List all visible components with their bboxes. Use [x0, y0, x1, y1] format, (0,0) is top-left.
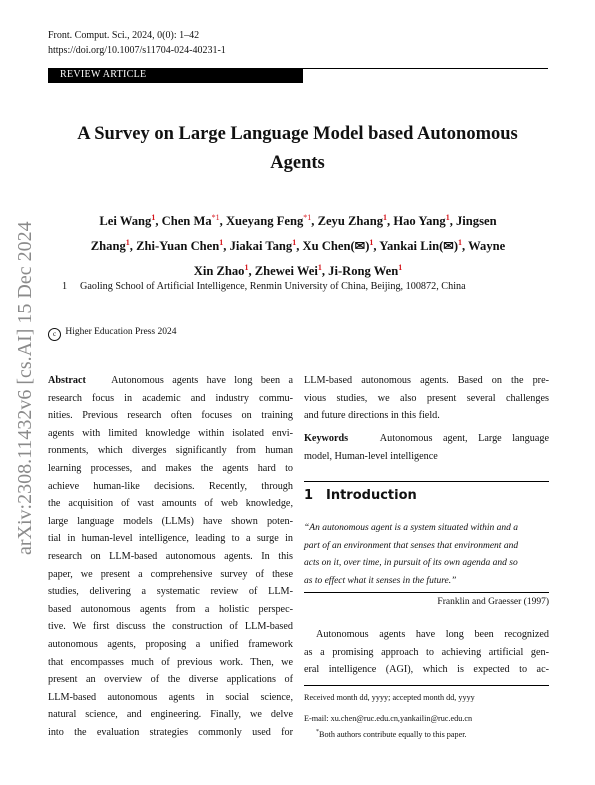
- copyright-line: [48, 327, 176, 341]
- affiliation-mark: 1: [383, 213, 388, 222]
- author-line-2: Zhang$^1$, Zhi-Yuan Chen$^1$, Jiakai Tang$^1$, Xu Chen(✉)$^1$, Yankai Lin(✉)$^1$, Wayne: [90, 238, 506, 253]
- affiliation-mark: 1: [458, 238, 463, 247]
- author-name: Zeyu Zhang: [317, 214, 384, 228]
- abstract-line: tial in human-level intelligence, leading to a surge in: [48, 533, 293, 545]
- author-list: [58, 207, 538, 282]
- abstract-line: present an overview of the diverse applications of: [48, 674, 293, 686]
- abstract-line: research on LLM-based autonomous agents. In this: [48, 550, 293, 562]
- title-line-1: A Survey on Large Language Model based Autonomous: [77, 124, 518, 144]
- abstract-block: [48, 372, 293, 741]
- body-line: eral intelligence (AGI), which is expected to ac-: [304, 664, 549, 676]
- contact-email: [304, 714, 472, 723]
- abstract-line: based autonomous agents from a holistic perspec-: [48, 603, 293, 615]
- keywords-line: model, Human-level intelligence: [304, 450, 438, 462]
- body-line: as a promising approach to achieving artificial gen-: [304, 646, 549, 658]
- abstract-continued: [304, 372, 549, 425]
- affiliation-number: 1: [62, 281, 68, 292]
- abstract-line: the acquisition of vast amounts of web knowledge,: [48, 498, 293, 510]
- author-name: Ji-Rong Wen: [328, 264, 399, 278]
- author-name: Xin Zhao: [193, 264, 245, 278]
- author-name: Chen Ma: [161, 214, 212, 228]
- author-name: Jiakai Tang: [229, 239, 293, 253]
- quote-line: acts on it, over time, in pursuit of its own agenda and so: [304, 558, 518, 568]
- abstract-label: Abstract: [48, 375, 86, 386]
- affiliation-mark: *1: [211, 213, 220, 222]
- author-name: Yankai Lin(✉): [379, 239, 459, 253]
- abstract-line: studies, delivering a systematic review of LLM-: [48, 586, 293, 598]
- abstract-line: [48, 372, 293, 390]
- affiliation-mark: 1: [398, 263, 403, 272]
- author-line-3: Xin Zhao$^1$, Zhewei Wei$^1$, Ji-Rong Wen$^1$: [193, 263, 403, 278]
- article-type-label: REVIEW ARTICLE: [60, 69, 147, 80]
- epigraph-quote: [304, 520, 549, 590]
- email-address[interactable]: xu.chen@ruc.edu.cn,yankailin@ruc.edu.cn: [330, 714, 473, 723]
- received-dates: Received month dd, yyyy; accepted month dd, yyyy: [304, 693, 475, 702]
- author-name: Zhewei Wei: [254, 264, 318, 278]
- quote-line: part of an environment that senses that environment and: [304, 540, 519, 551]
- abstract-line: vious studies, we also present several challenges: [304, 392, 549, 404]
- affiliation-mark: 1: [445, 213, 450, 222]
- quote-line: “An autonomous agent is a system situated within and a: [304, 523, 519, 533]
- abstract-line: and future directions in this field.: [304, 410, 440, 422]
- keywords-text: Autonomous agent, Large language: [379, 433, 549, 444]
- equal-contribution-note: [316, 729, 467, 739]
- copyright-icon: c: [48, 328, 61, 341]
- affiliation-mark: 1: [244, 263, 249, 272]
- section-rule: [304, 481, 549, 482]
- footnote-mark: *: [316, 729, 319, 735]
- abstract-line: autonomous agents, proposing a unified framework: [48, 638, 293, 650]
- header-rule: [303, 68, 548, 69]
- footnote-rule: [304, 685, 549, 686]
- affiliation-mark: 1: [219, 238, 224, 247]
- abstract-line: research focus in academic and industry commu-: [48, 392, 293, 404]
- keywords-label: Keywords: [304, 433, 349, 444]
- abstract-line: ronments, which diverges significantly from human: [48, 445, 293, 457]
- affiliation-mark: 1: [317, 263, 322, 272]
- journal-citation: Front. Comput. Sci., 2024, 0(0): 1–42: [48, 30, 200, 41]
- quote-line: as to effect what it senses in the future.”: [304, 575, 457, 586]
- abstract-line: achieve human-like decisions. Recently, through: [48, 480, 293, 492]
- quote-rule: [304, 592, 549, 593]
- body-line: Autonomous agents have long been recognized: [316, 629, 549, 640]
- section-heading: [304, 488, 417, 503]
- abstract-line: agents with limited knowledge within isolated envi-: [48, 427, 293, 439]
- title-line-2: Agents: [270, 153, 325, 173]
- abstract-line: LLM-based autonomous agents in social science,: [48, 691, 293, 703]
- affiliation-mark: *1: [303, 213, 312, 222]
- author-name: Zhang: [90, 239, 126, 253]
- author-name: Xu Chen(✉): [302, 239, 370, 253]
- affiliation-mark: 1: [125, 238, 130, 247]
- affiliation-mark: 1: [292, 238, 297, 247]
- affiliation: [62, 281, 466, 292]
- introduction-body: [304, 626, 549, 679]
- author-name: Jingsen: [455, 214, 497, 228]
- abstract-line: large language models (LLMs) have shown poten-: [48, 515, 293, 527]
- copyright-text: Higher Education Press 2024: [65, 327, 177, 337]
- affiliation-mark: 1: [369, 238, 374, 247]
- affiliation-text: Gaoling School of Artificial Intelligence, Renmin University of China, Beijing, 100872, China: [80, 281, 466, 292]
- author-name: Zhi-Yuan Chen: [136, 239, 220, 253]
- abstract-line: natural science, and engineering. Finally, we delve: [48, 709, 293, 721]
- author-name: Hao Yang: [393, 214, 446, 228]
- abstract-line: LLM-based autonomous agents. Based on the pre-: [304, 375, 549, 386]
- abstract-text: Autonomous agents have long been a: [111, 375, 294, 386]
- quote-attribution: Franklin and Graesser (1997): [437, 597, 549, 607]
- abstract-line: into the evaluation strategies commonly used for: [48, 726, 293, 738]
- abstract-line: paper, we present a comprehensive survey of these: [48, 568, 293, 580]
- abstract-line: that encompasses much of previous work. Then, we: [48, 656, 293, 668]
- email-label: E-mail:: [304, 714, 329, 723]
- abstract-line: learning processes, and makes the agents hard to: [48, 462, 293, 474]
- section-title: Introduction: [326, 488, 417, 503]
- author-name: Wayne: [468, 239, 506, 253]
- section-number: 1: [304, 488, 314, 503]
- author-name: Xueyang Feng: [225, 214, 304, 228]
- keywords-line: [304, 430, 549, 448]
- affiliation-mark: 1: [151, 213, 156, 222]
- author-name: Lei Wang: [99, 214, 152, 228]
- doi-link[interactable]: https://doi.org/10.1007/s11704-024-40231-1: [48, 45, 226, 56]
- arxiv-identifier-stamp: arXiv:2308.11432v6 [cs.AI] 15 Dec 2024: [14, 221, 36, 555]
- footnote-text: Both authors contribute equally to this paper.: [319, 730, 467, 739]
- abstract-line: tive. We first discuss the construction of LLM-based: [48, 621, 293, 633]
- author-line-1: Lei Wang$^1$, Chen Ma$^{*1}$, Xueyang Feng$^{*1}$, Zeyu Zhang$^1$, Hao Yang$^1$, Jingsen: [99, 213, 497, 228]
- keywords-block: [304, 430, 549, 465]
- paper-title: [40, 120, 555, 178]
- abstract-line: nities. Previous research often focuses on training: [48, 410, 293, 422]
